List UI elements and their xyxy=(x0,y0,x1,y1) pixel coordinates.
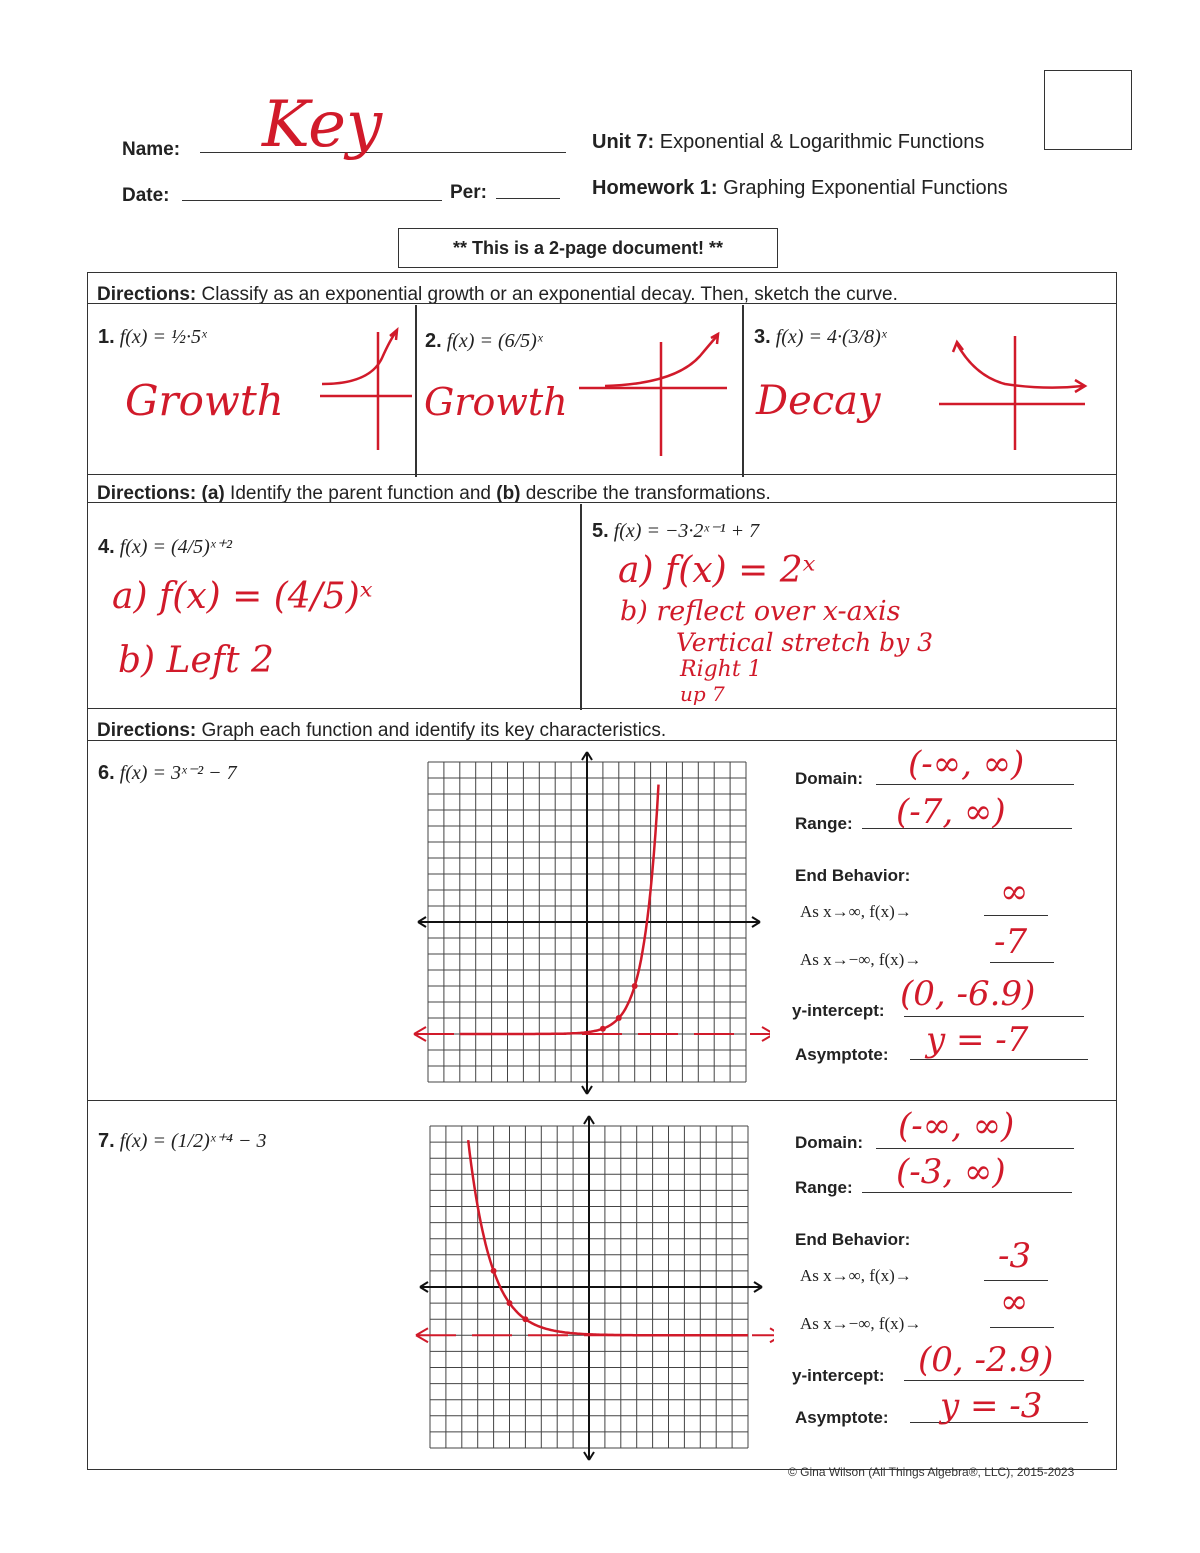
p6-yint-line[interactable] xyxy=(904,1016,1084,1017)
section2-bottom xyxy=(87,708,1117,709)
notice-box xyxy=(398,228,778,268)
name-value: Key xyxy=(262,88,383,162)
copyright-footer: © Gina Wilson (All Things Algebra®, LLC), 2015-2023 xyxy=(788,1465,1075,1479)
section1-bottom xyxy=(87,474,1117,475)
problem-5-part-b4: up 7 xyxy=(680,682,725,706)
p7-range-line[interactable] xyxy=(862,1192,1072,1193)
section1-divider xyxy=(87,303,1117,304)
score-box xyxy=(1044,70,1132,150)
section2-divider xyxy=(87,502,1117,503)
p7-neg-value: ∞ xyxy=(1000,1282,1029,1322)
problem-4-part-b: b) Left 2 xyxy=(118,640,274,681)
problem-5-part-b1: b) reflect over x-axis xyxy=(620,596,901,627)
unit-label: Unit 7: xyxy=(592,131,655,153)
p7-yint-line[interactable] xyxy=(904,1380,1084,1381)
p6-yint-label: y-intercept: xyxy=(792,1001,885,1020)
problem-6-graph[interactable] xyxy=(410,748,770,1098)
p7-domain-value: (-∞, ∞) xyxy=(898,1106,1015,1146)
p6-range-value: (-7, ∞) xyxy=(896,792,1006,832)
homework-label: Homework 1: xyxy=(592,177,718,199)
problem-2-answer: Growth xyxy=(424,380,568,424)
unit-title: Exponential & Logarithmic Functions xyxy=(659,131,985,153)
p7-as-neg: As x→−∞, f(x)→ xyxy=(800,1314,922,1333)
per-line[interactable] xyxy=(496,198,560,199)
vline-3 xyxy=(580,504,582,710)
problem-2-formula: 2. f(x) = (6/5)ˣ xyxy=(425,330,543,352)
problem-3-formula: 3. f(x) = 4·(3/8)ˣ xyxy=(754,326,887,348)
problem-4-part-a: a) f(x) = (4/5)ˣ xyxy=(112,576,373,617)
problem-6-formula: 6. f(x) = 3ˣ⁻² − 7 xyxy=(98,762,237,784)
problem-7-graph[interactable] xyxy=(412,1112,774,1462)
vline-2 xyxy=(742,305,744,477)
section1-directions: Directions: Classify as an exponential growth or an exponential decay. Then, sketch the curve. xyxy=(97,284,898,305)
problem-5-part-a: a) f(x) = 2ˣ xyxy=(618,550,816,591)
p7-pos-value: -3 xyxy=(998,1236,1032,1276)
plotted-point xyxy=(616,1015,622,1021)
name-line[interactable] xyxy=(200,152,566,153)
function-curve xyxy=(460,785,659,1034)
p7-asymptote-value: y = -3 xyxy=(940,1386,1043,1426)
date-line[interactable] xyxy=(182,200,442,201)
p6-domain-value: (-∞, ∞) xyxy=(908,744,1025,784)
p6-asymptote-label: Asymptote: xyxy=(795,1045,889,1064)
p6-as-pos: As x→∞, f(x)→ xyxy=(800,902,912,921)
problem-4-formula: 4. f(x) = (4/5)ˣ⁺² xyxy=(98,536,233,558)
problem-3-sketch xyxy=(935,330,1095,460)
problem-7-formula: 7. f(x) = (1/2)ˣ⁺⁴ − 3 xyxy=(98,1130,267,1152)
p6-neg-value: -7 xyxy=(994,922,1028,962)
p6-end-behavior-label: End Behavior: xyxy=(795,866,911,885)
problem-2-sketch xyxy=(575,326,735,466)
section2-directions: Directions: (a) Identify the parent function and (b) describe the transformations. xyxy=(97,483,771,504)
p7-range-label: Range: xyxy=(795,1178,853,1197)
p7-yint-label: y-intercept: xyxy=(792,1366,885,1385)
p7-pos-line[interactable] xyxy=(984,1280,1048,1281)
homework-title: Graphing Exponential Functions xyxy=(723,177,1008,199)
plotted-point xyxy=(507,1300,513,1306)
p6-range-label: Range: xyxy=(795,814,853,833)
problem-6-bottom xyxy=(87,1100,1117,1101)
problem-5-part-b3: Right 1 xyxy=(680,657,762,682)
p7-range-value: (-3, ∞) xyxy=(896,1152,1006,1192)
p7-neg-line[interactable] xyxy=(990,1327,1054,1328)
plotted-point xyxy=(522,1316,528,1322)
section3-divider xyxy=(87,740,1117,741)
date-label: Date: xyxy=(122,185,170,206)
problem-1-sketch xyxy=(300,318,420,458)
plotted-point xyxy=(632,983,638,989)
p6-domain-line[interactable] xyxy=(876,784,1074,785)
p6-pos-value: ∞ xyxy=(1000,872,1029,912)
p6-domain-label: Domain: xyxy=(795,769,863,788)
p6-as-neg: As x→−∞, f(x)→ xyxy=(800,950,922,969)
per-label: Per: xyxy=(450,182,487,203)
p6-neg-line[interactable] xyxy=(990,962,1054,963)
p7-asymptote-label: Asymptote: xyxy=(795,1408,889,1427)
p7-as-pos: As x→∞, f(x)→ xyxy=(800,1266,912,1285)
problem-3-answer: Decay xyxy=(756,378,881,424)
problem-1-answer: Growth xyxy=(125,376,284,425)
p6-yint-value: (0, -6.9) xyxy=(900,974,1036,1014)
p7-domain-label: Domain: xyxy=(795,1133,863,1152)
plotted-point xyxy=(491,1268,497,1274)
unit-heading xyxy=(592,131,984,154)
notice-text: ** This is a 2-page document! ** xyxy=(452,238,724,258)
problem-5-formula: 5. f(x) = −3·2ˣ⁻¹ + 7 xyxy=(592,520,760,542)
plotted-point xyxy=(600,1026,606,1032)
problem-1-formula: 1. f(x) = ½·5ˣ xyxy=(98,326,207,348)
p7-yint-value: (0, -2.9) xyxy=(918,1340,1054,1380)
problem-5-part-b2: Vertical stretch by 3 xyxy=(676,628,934,657)
section3-directions: Directions: Graph each function and identify its key characteristics. xyxy=(97,720,667,741)
homework-heading xyxy=(592,177,1008,200)
p6-pos-line[interactable] xyxy=(984,915,1048,916)
p7-end-behavior-label: End Behavior: xyxy=(795,1230,911,1249)
name-label: Name: xyxy=(122,139,181,160)
p7-domain-line[interactable] xyxy=(876,1148,1074,1149)
p6-asymptote-value: y = -7 xyxy=(926,1020,1029,1060)
